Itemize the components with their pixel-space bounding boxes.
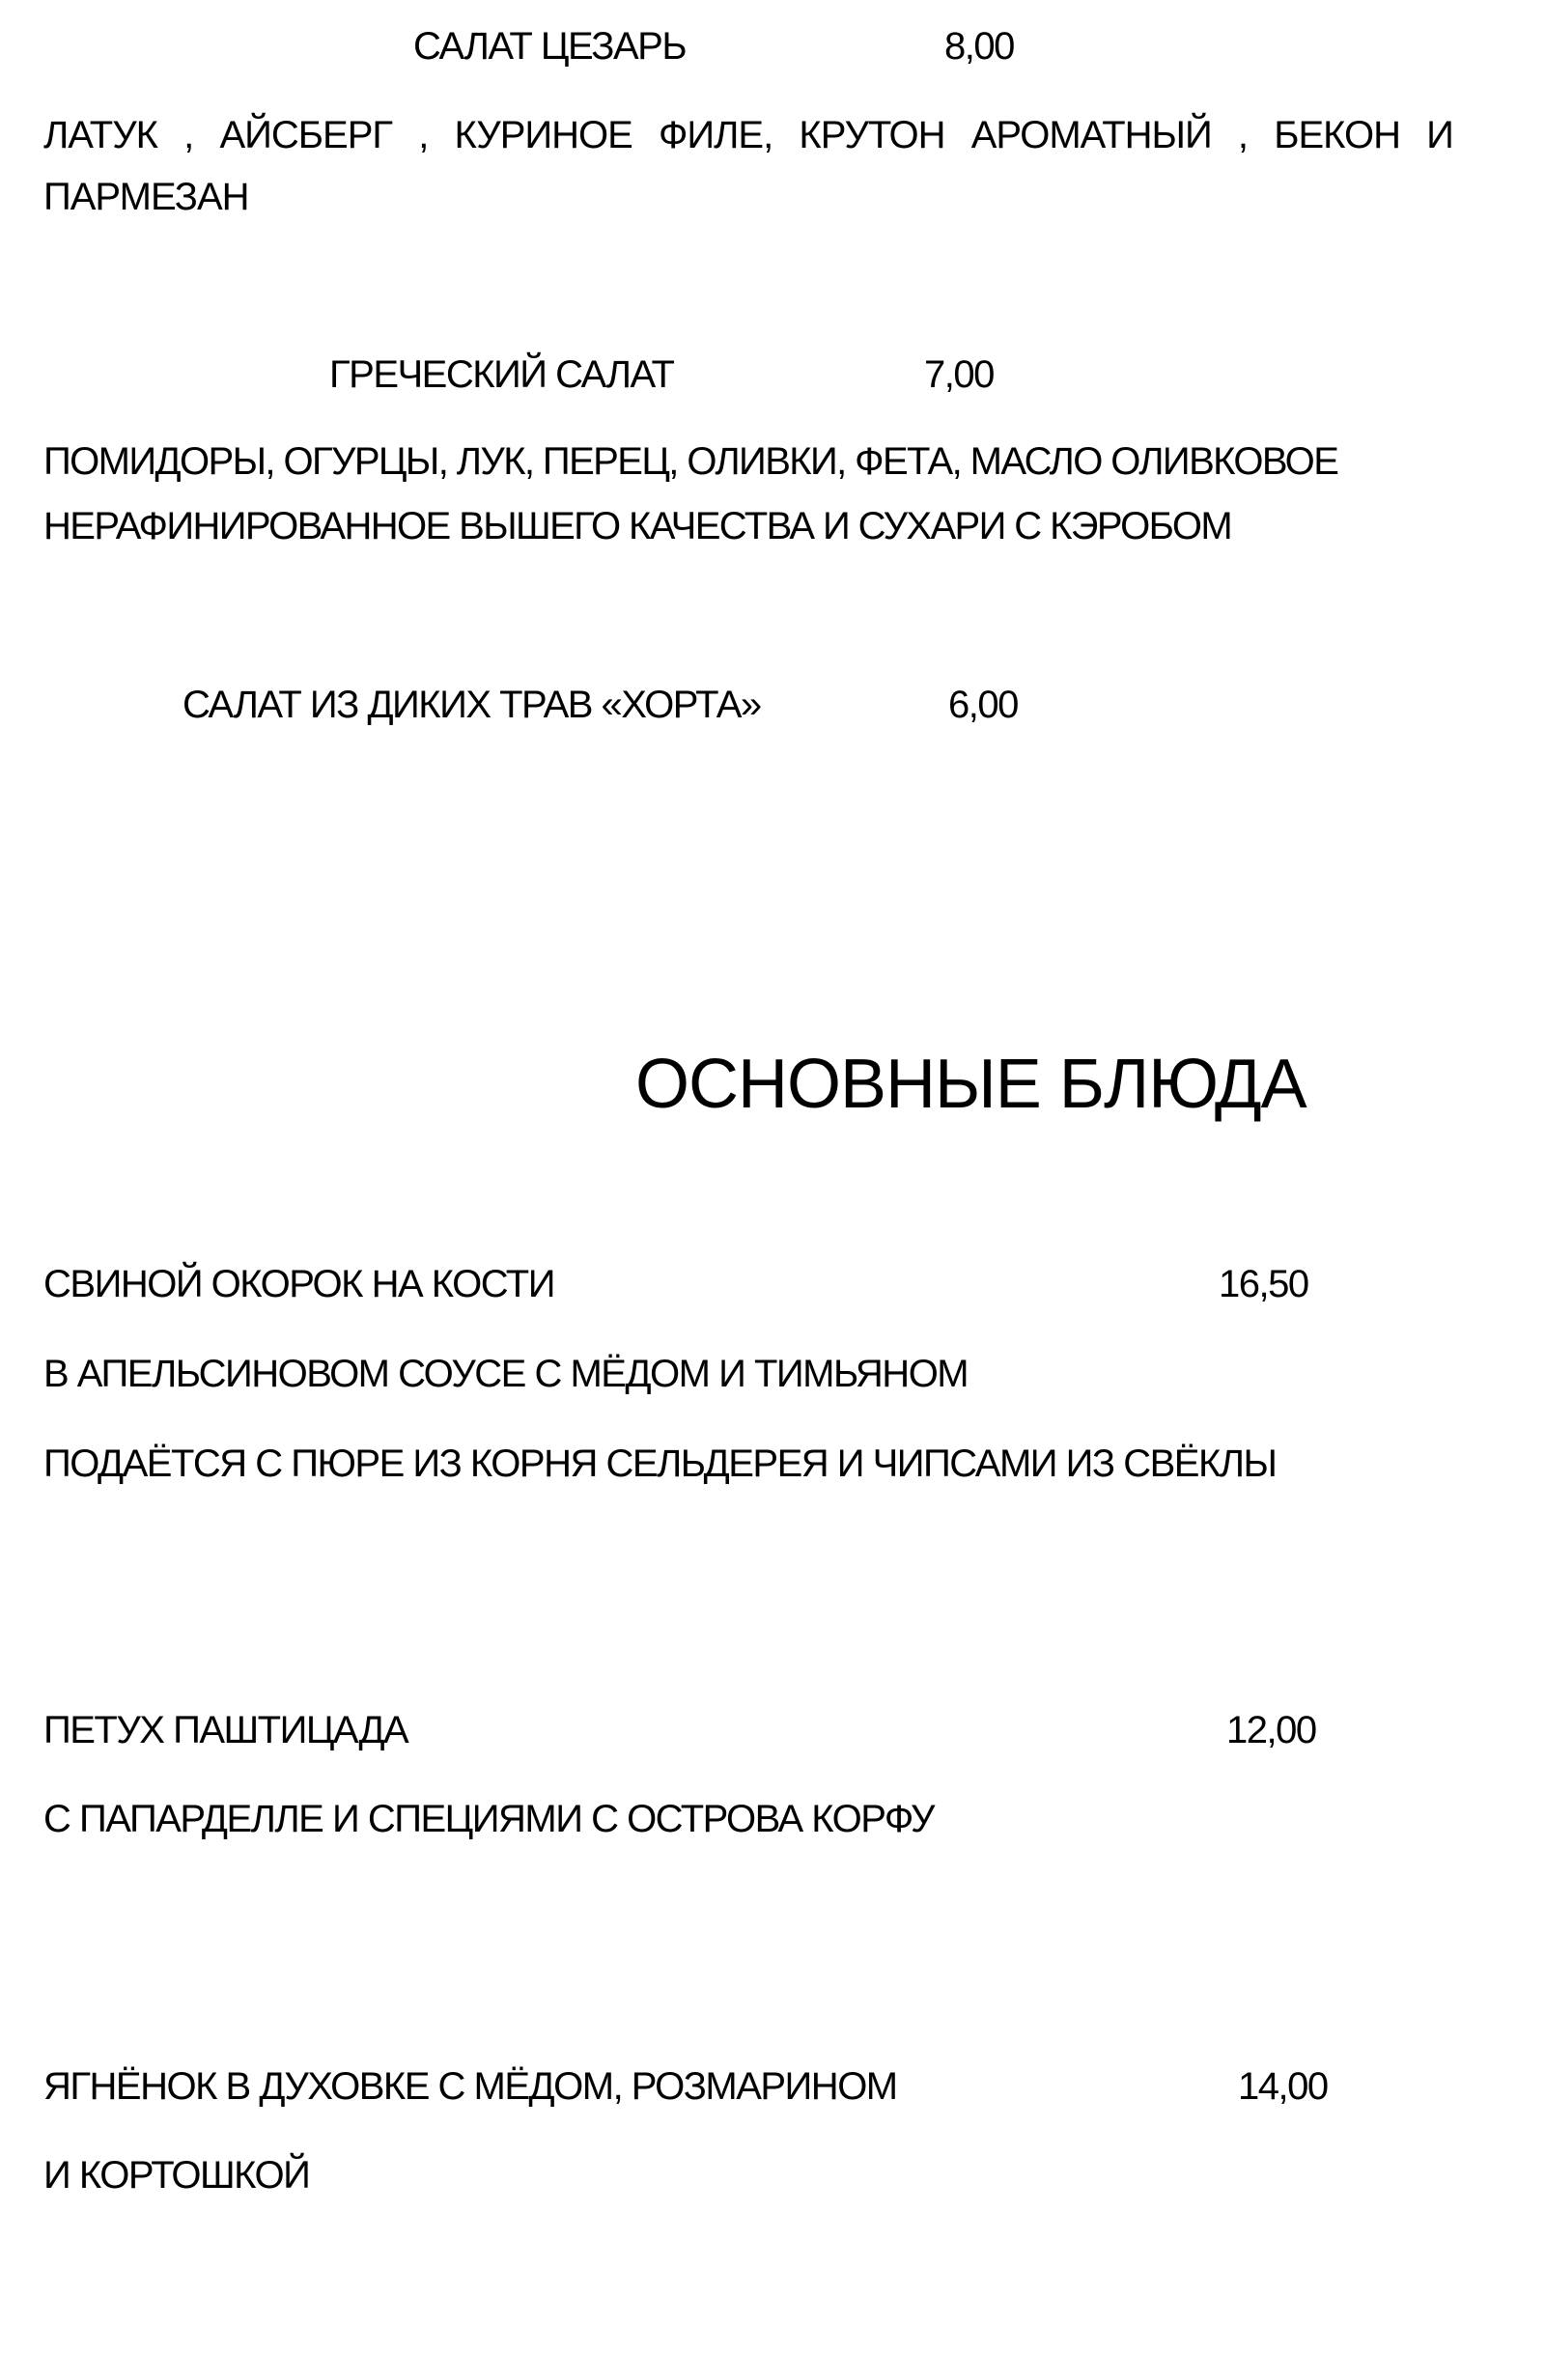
caesar-word: АЙСБЕРГ [219,114,393,156]
pork-dish-description-line-2: ПОДАЁТСЯ С ПЮРЕ ИЗ КОРНЯ СЕЛЬДЕРЕЯ И ЧИПСАМИ ИЗ СВЁКЛЫ [43,1442,1277,1485]
lamb-dish-name: ЯГНЁНОК В ДУХОВКЕ С МЁДОМ, РОЗМАРИНОМ [43,2065,897,2108]
caesar-word: , [183,114,194,156]
lamb-dish-description-line-1: И КОРТОШКОЙ [43,2154,310,2197]
horta-salad-price: 6,00 [948,684,1018,726]
greek-salad-price: 7,00 [924,353,994,396]
greek-salad-description-line-2: НЕРАФИНИРОВАННОЕ ВЫШЕГО КАЧЕСТВА И СУХАРИ С КЭРОБОМ [43,505,1232,547]
caesar-word: БЕКОН [1274,114,1400,156]
pork-dish-price: 16,50 [1219,1263,1308,1305]
caesar-salad-name: САЛАТ ЦЕЗАРЬ [413,25,687,68]
caesar-description-line-1 [43,104,1453,166]
greek-salad-description-line-1: ПОМИДОРЫ, ОГУРЦЫ, ЛУК, ПЕРЕЦ, ОЛИВКИ, ФЕТА, МАСЛО ОЛИВКОВОЕ [43,440,1338,483]
caesar-word: КУРИНОЕ [454,114,632,156]
pork-dish-name: СВИНОЙ ОКОРОК НА КОСТИ [43,1263,554,1305]
lamb-dish-price: 14,00 [1238,2065,1328,2108]
caesar-word: , [1237,114,1249,156]
rooster-dish-price: 12,00 [1226,1709,1316,1751]
rooster-dish-name: ПЕТУХ ПАШТИЦАДА [43,1709,408,1751]
main-dishes-title: ОСНОВНЫЕ БЛЮДА [635,1046,1306,1123]
caesar-word: ФИЛЕ, [659,114,773,156]
caesar-word: ЛАТУК [43,114,157,156]
caesar-word: , [418,114,429,156]
greek-salad-name: ГРЕЧЕСКИЙ САЛАТ [329,353,674,396]
caesar-salad-price: 8,00 [944,25,1014,68]
rooster-dish-description-line-1: С ПАПАРДЕЛЛЕ И СПЕЦИЯМИ С ОСТРОВА КОРФУ [43,1798,934,1840]
caesar-description-line-2: ПАРМЕЗАН [43,176,249,218]
horta-salad-name: САЛАТ ИЗ ДИКИХ ТРАВ «ХОРТА» [183,684,761,726]
caesar-word: КРУТОН [799,114,945,156]
pork-dish-description-line-1: В АПЕЛЬСИНОВОМ СОУСЕ С МЁДОМ И ТИМЬЯНОМ [43,1353,969,1395]
caesar-word: АРОМАТНЫЙ [970,114,1212,156]
caesar-salad-description [43,104,1453,228]
caesar-word: И [1426,114,1453,156]
